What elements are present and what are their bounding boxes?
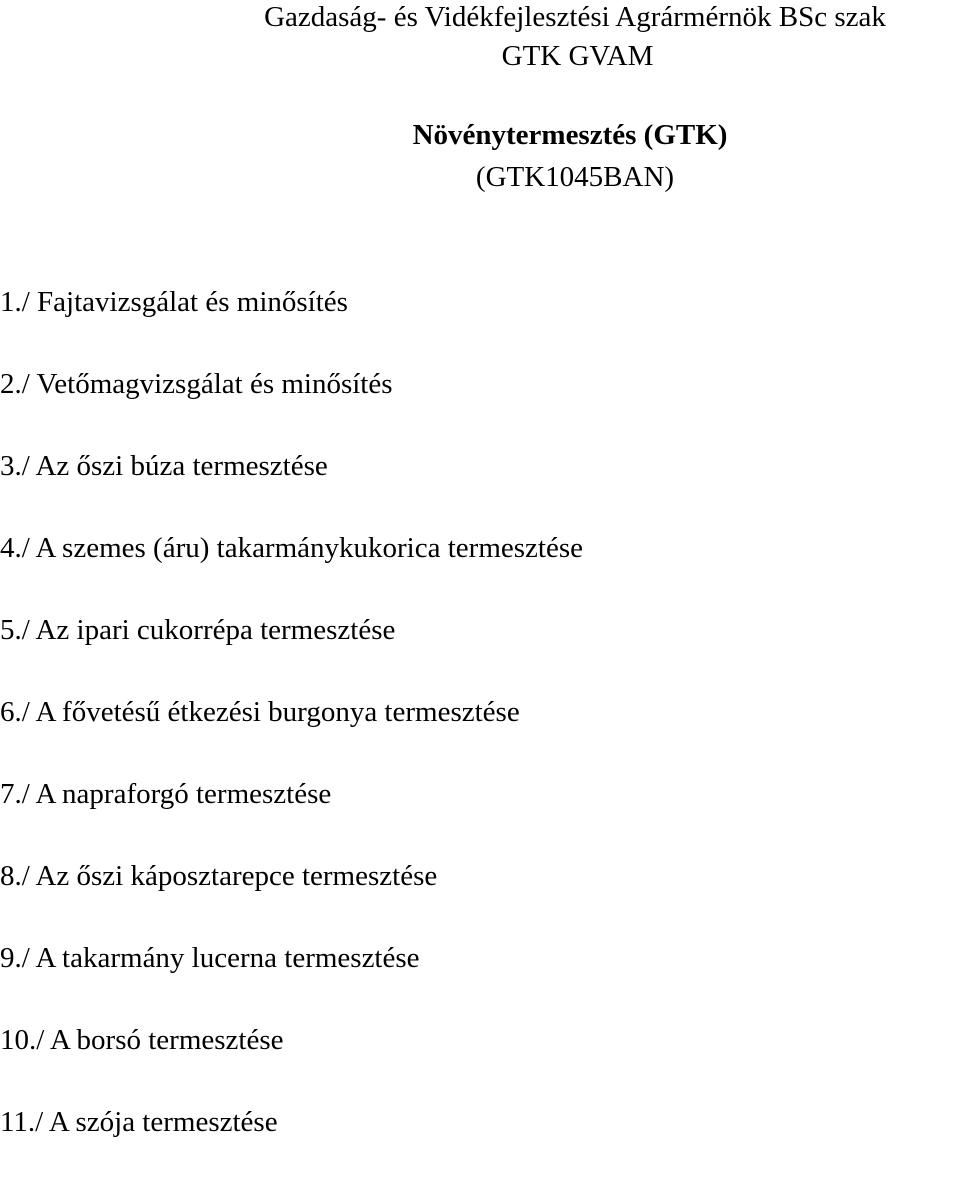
topic-list — [0, 285, 583, 1187]
topic-item: 7./ A napraforgó termesztése — [0, 778, 332, 810]
topic-item: 1./ Fajtavizsgálat és minősítés — [0, 286, 348, 318]
topic-item: 3./ Az őszi búza termesztése — [0, 450, 328, 482]
topic-item: 6./ A fővetésű étkezési burgonya termesztése — [0, 696, 520, 728]
topic-item: 11./ A szója termesztése — [0, 1106, 278, 1138]
topic-item: 5./ Az ipari cukorrépa termesztése — [0, 614, 396, 646]
department-code: GTK GVAM — [501, 40, 654, 72]
topic-item: 8./ Az őszi káposztarepce termesztése — [0, 860, 438, 892]
topic-item: 4./ A szemes (áru) takarmánykukorica termesztése — [0, 532, 583, 564]
course-title: Növénytermesztés (GTK) — [412, 119, 728, 151]
topic-item: 9./ A takarmány lucerna termesztése — [0, 942, 420, 974]
topic-item: 10./ A borsó termesztése — [0, 1024, 284, 1056]
program-title: Gazdaság- és Vidékfejlesztési Agrármérnök BSc szak — [264, 1, 886, 33]
topic-item: 2./ Vetőmagvizsgálat és minősítés — [0, 368, 393, 400]
course-code: (GTK1045BAN) — [475, 161, 675, 193]
